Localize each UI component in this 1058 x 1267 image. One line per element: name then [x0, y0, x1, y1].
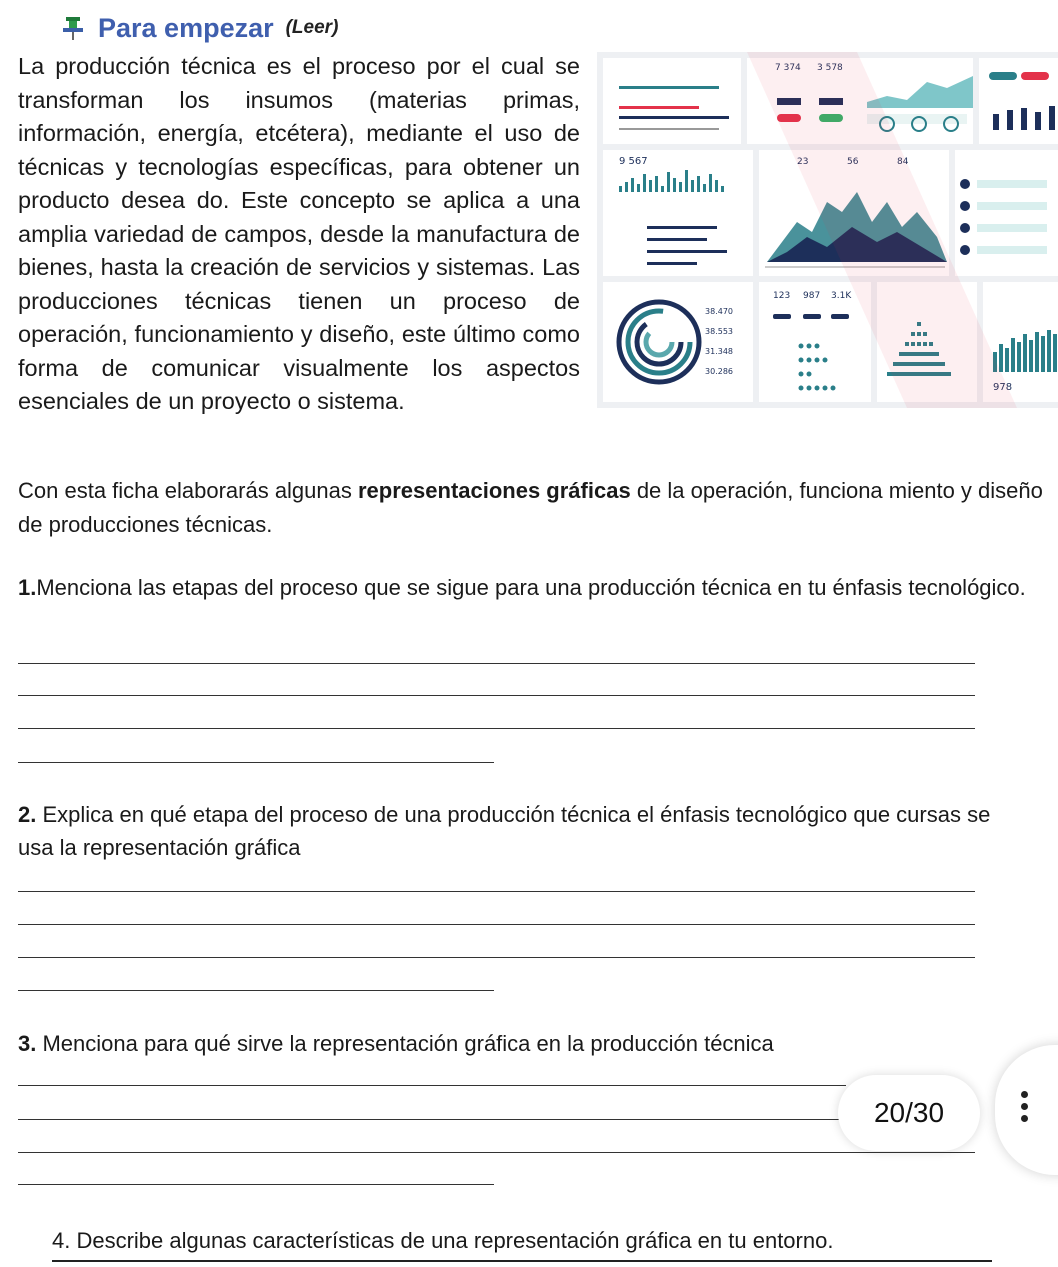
question-number: 2. — [18, 802, 37, 827]
svg-text:56: 56 — [847, 157, 859, 167]
svg-text:31.348: 31.348 — [705, 347, 733, 356]
page-counter: 20/30 — [838, 1075, 980, 1151]
svg-text:84: 84 — [897, 157, 909, 167]
svg-text:123: 123 — [773, 291, 791, 301]
answer-line[interactable] — [18, 663, 975, 664]
svg-text:30.286: 30.286 — [705, 367, 733, 376]
dashboard-illustration — [597, 52, 1058, 408]
paragraph-bold: representaciones gráficas — [358, 478, 631, 503]
question-number: 1. — [18, 575, 37, 600]
page-subtitle: (Leer) — [285, 17, 339, 38]
dashboard-image — [597, 52, 1058, 408]
svg-text:9 567: 9 567 — [619, 156, 648, 167]
answer-line[interactable] — [18, 990, 494, 991]
question-1 — [18, 571, 1028, 604]
question-text: Menciona para qué sirve la representación gráfica en la producción técnica — [36, 1031, 774, 1056]
answer-line[interactable] — [18, 762, 494, 763]
svg-text:3 578: 3 578 — [817, 63, 843, 73]
answer-line[interactable] — [18, 957, 975, 958]
answer-line[interactable] — [18, 1085, 846, 1086]
svg-text:7 374: 7 374 — [775, 63, 801, 73]
intro-paragraph — [18, 474, 1048, 542]
question-text: Explica en qué etapa del proceso de una producción técnica el énfasis tecnológico que cursas se usa la representación gráfica — [18, 802, 991, 860]
svg-text:987: 987 — [803, 291, 821, 301]
answer-line[interactable] — [18, 728, 975, 729]
answer-line[interactable] — [18, 695, 975, 696]
question-2 — [18, 798, 1028, 864]
answer-line[interactable] — [18, 891, 975, 892]
header — [60, 8, 338, 48]
question-4: 4. Describe algunas características de una representación gráfica en tu entorno. — [52, 1226, 992, 1262]
svg-text:23: 23 — [797, 157, 809, 167]
question-number: 3. — [18, 1031, 37, 1056]
svg-text:978: 978 — [993, 382, 1013, 393]
more-vert-icon — [1021, 1091, 1031, 1127]
paragraph-text-end: de la operación, funciona miento y diseño de producciones técnicas. — [18, 478, 1043, 537]
pushpin-icon — [60, 15, 86, 41]
page-title: Para empezar — [98, 12, 274, 43]
paragraph-text-start: Con esta ficha elaborarás algunas — [18, 478, 358, 503]
svg-text:3.1K: 3.1K — [831, 291, 852, 301]
more-options-button[interactable] — [995, 1045, 1058, 1175]
svg-text:38.470: 38.470 — [705, 307, 733, 316]
intro-text: La producción técnica es el proceso por el cual se transforman los insumos (materias primas, información, energía, etcétera), mediante el uso de técnicas y tecnologías específicas, para obtener un producto desea do. Este concepto se aplica a una amplia variedad de campos, desde la manufactura de bienes, hasta la creación de servicios y sistemas. Las producciones técnicas tienen un proceso de operación, funcionamiento y diseño, este último como forma de comunicar visualmente los aspectos esenciales de un proyecto o sistema. — [18, 53, 580, 414]
question-3 — [18, 1027, 1028, 1060]
answer-line[interactable] — [18, 924, 975, 925]
question-text: Menciona las etapas del proceso que se sigue para una producción técnica en tu énfasis tecnológico. — [36, 575, 1026, 600]
svg-text:38.553: 38.553 — [705, 327, 733, 336]
answer-line[interactable] — [18, 1119, 846, 1120]
answer-line[interactable] — [18, 1152, 975, 1153]
answer-line[interactable] — [18, 1184, 494, 1185]
